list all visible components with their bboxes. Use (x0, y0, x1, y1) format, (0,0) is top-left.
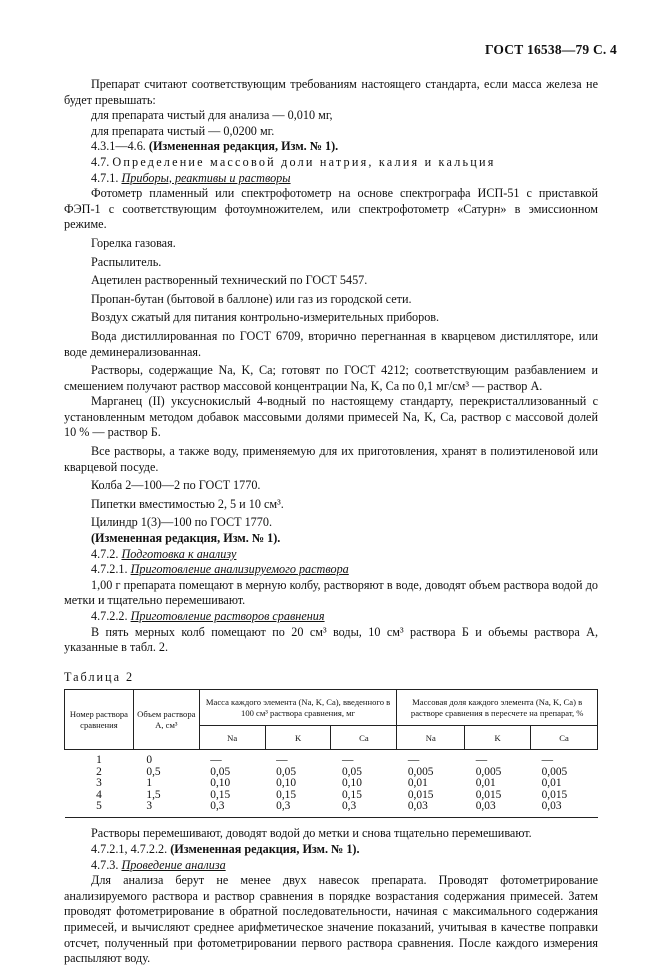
data-table (64, 689, 598, 818)
paragraph: Цилиндр 1(3)—100 по ГОСТ 1770. (91, 515, 273, 530)
column-header-number: Номер раствора сравнения (65, 690, 134, 750)
subsection-heading (64, 547, 598, 563)
paragraph: для препарата чистый для анализа — 0,010 мг, (91, 108, 333, 123)
column-header-mass: Масса каждого элемента (Na, K, Ca), введенного в 100 см³ раствора сравнения, мг (199, 690, 397, 726)
page-header: ГОСТ 16538—79 С. 4 (484, 42, 617, 57)
table-cell: 0,15 (210, 788, 231, 801)
table-row (65, 801, 598, 818)
table-cell: 1 (146, 777, 153, 790)
table-cell: 0,15 (341, 788, 362, 801)
table-cell: 0,03 (475, 800, 496, 812)
paragraph: Распылитель. (91, 254, 162, 269)
subsection-heading (64, 171, 598, 187)
section-number: 4.3.1—4.6. (91, 139, 146, 154)
table-cell: — (407, 754, 420, 767)
subsection-title: Проведение анализа (121, 857, 226, 872)
section-title: Определение массовой доли натрия, калия и кальция (112, 154, 496, 169)
column-header-k: K (265, 726, 331, 750)
table-cell: 0,01 (475, 777, 496, 790)
table-cell: 2 (96, 765, 102, 778)
paragraph: Марганец (II) уксуснокислый 4-водный по настоящему стандарту, перекристаллизованный с установленным методом добавок массовыми долями примесей Na, K, Ca, раствор с массовой долей 10 % — раствор Б. (64, 394, 598, 440)
column-header-ca: Ca (331, 726, 397, 750)
subsection-heading (64, 858, 598, 874)
paragraph: Вода дистиллированная по ГОСТ 6709, вторично перегнанная в кварцевом дистилляторе, или воде деминерализованная. (64, 328, 598, 359)
table-cell: 5 (96, 800, 102, 812)
table-cell: 0,10 (210, 777, 231, 790)
paragraph: Пипетки вместимостью 2, 5 и 10 см³. (91, 496, 284, 511)
table-cell: 0,5 (146, 765, 161, 778)
paragraph: В пять мерных колб помещают по 20 см³ воды, 10 см³ раствора Б и объемы раствора А, указанные в табл. 2. (64, 624, 598, 655)
paragraph: Ацетилен растворенный технический по ГОСТ 5457. (91, 273, 368, 288)
column-header-fraction: Массовая доля каждого элемента (Na, K, Ca) в растворе сравнения в пересчете на препарат, % (397, 690, 598, 726)
table-cell: — (210, 754, 222, 767)
paragraph: 1,00 г препарата помещают в мерную колбу, растворяют в воде, доводят объем раствора водой до метки и тщательно перемешивают. (64, 577, 598, 608)
paragraph (64, 842, 598, 858)
subsection-heading (64, 609, 598, 625)
table-cell: 0,3 (210, 800, 225, 812)
section-number: 4.7.2.2. (91, 609, 128, 623)
paragraph: Воздух сжатый для питания контрольно-измерительных приборов. (91, 310, 440, 325)
subsection-title: Приготовление анализируемого раствора (130, 562, 349, 577)
column-header-ca: Ca (531, 726, 598, 750)
table-cell: 0,05 (341, 765, 362, 778)
paragraph: Препарат считают соответствующим требованиям настоящего стандарта, если масса железа не будет превышать: (64, 77, 598, 107)
paragraph: Фотометр пламенный или спектрофотометр на основе спектрографа ИСП-51 с приставкой ФЭП-1 с соответствующим фотоумножителем, или спектрофотометр «Сатурн» в эмиссионном режиме. (64, 186, 598, 232)
section-number: 4.7.2.1, 4.7.2.2. (91, 842, 168, 856)
table-cell: 0 (146, 754, 153, 767)
table-cell: — (276, 754, 288, 767)
table-cell: 0,01 (407, 777, 428, 790)
column-header-volume: Объем раствора А, см³ (133, 690, 199, 750)
section-number: 4.7.2. (91, 546, 119, 561)
paragraph: Горелка газовая. (91, 235, 176, 250)
table-cell: 3 (96, 777, 102, 790)
paragraph: Растворы перемешивают, доводят водой до метки и снова тщательно перемешивают. (91, 826, 532, 841)
subsection-title: Подготовка к анализу (121, 546, 237, 561)
paragraph: Для анализа берут не менее двух навесок препарата. Проводят фотометрирование анализируемого раствора и раствор сравнения в порядке возрастания содержания примесей. Затем проводят фотометрирование в обратной последовательности, начиная с максимального содержания примесей, и вычисляют среднее арифметическое значение показаний, учитывая в качестве поправки отсчет, полученный при фотометрировании первого раствора сравнения. После каждого измерения распыляют воду. (64, 873, 598, 966)
table-cell: 1 (96, 754, 102, 767)
subsection-title: Приготовление растворов сравнения (130, 609, 325, 623)
section-heading (64, 155, 598, 171)
paragraph: Растворы, содержащие Na, K, Ca; готовят по ГОСТ 4212; соответствующим разбавлением и смешением получают раствор массовой концентрации Na, K, Ca по 0,1 мг/см³ — раствор А. (64, 363, 598, 393)
table-cell: 0,01 (541, 777, 562, 790)
paragraph: Все растворы, а также воду, применяемую для их приготовления, хранят в полиэтиленовой или кварцевой посуде. (64, 444, 598, 474)
table-cell: 0,3 (276, 800, 291, 812)
table-cell: 0,015 (541, 788, 568, 801)
table-cell: 0,10 (276, 777, 297, 790)
section-number: 4.7.1. (91, 170, 119, 185)
table-cell: — (341, 754, 354, 767)
table-cell: 0,15 (276, 788, 297, 801)
section-number: 4.7.2.1. (91, 562, 128, 577)
table-cell: 0,03 (407, 800, 428, 812)
table-cell: 0,05 (210, 765, 231, 778)
table-cell: 0,005 (541, 765, 568, 778)
table-cell: — (475, 754, 488, 767)
column-header-k: K (465, 726, 531, 750)
table-row (65, 778, 598, 789)
table-cell: 0,005 (407, 765, 434, 778)
table-cell: 0,05 (276, 765, 297, 778)
table-cell: 1,5 (146, 788, 161, 801)
section-number: 4.7. (91, 154, 110, 169)
table-cell: 0,3 (341, 800, 357, 812)
paragraph: Колба 2—100—2 по ГОСТ 1770. (91, 478, 261, 493)
table-cell: 0,10 (341, 777, 362, 790)
paragraph (64, 139, 598, 155)
table-cell: 0,005 (475, 765, 502, 778)
paragraph: Пропан-бутан (бытовой в баллоне) или газ из городской сети. (91, 291, 412, 306)
subsection-heading (64, 562, 598, 578)
revision-note: (Измененная редакция, Изм. № 1). (91, 531, 281, 546)
section-number: 4.7.3. (91, 857, 119, 872)
document-body (64, 77, 598, 967)
revision-note: (Измененная редакция, Изм. № 1). (148, 139, 339, 154)
paragraph: для препарата чистый — 0,0200 мг. (91, 123, 275, 138)
table-row (65, 767, 598, 778)
table-cell: 4 (96, 788, 102, 801)
table-cell: 0,015 (407, 788, 434, 801)
table-cell: — (541, 754, 553, 767)
table-row (65, 790, 598, 801)
subsection-title: Приборы, реактивы и растворы (121, 170, 291, 185)
table-cell: 0,03 (541, 800, 562, 812)
column-header-na: Na (397, 726, 465, 750)
table-caption: Таблица 2 (64, 669, 135, 684)
table-cell: 0,015 (475, 788, 502, 801)
table-cell: 3 (146, 800, 153, 812)
column-header-na: Na (199, 726, 265, 750)
revision-note: (Измененная редакция, Изм. № 1). (170, 842, 360, 856)
table-row (65, 750, 598, 767)
